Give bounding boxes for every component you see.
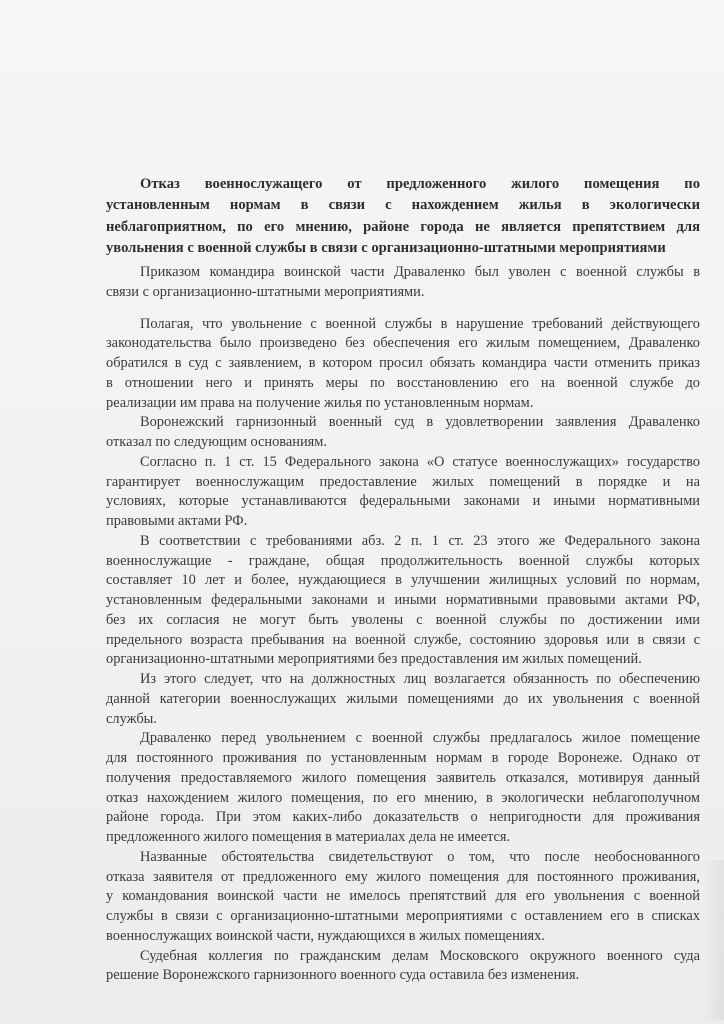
text-line: законодательства было произведено без обеспечения его жилым помещением, Драваленко [106, 335, 700, 352]
paragraph [106, 729, 700, 848]
text-line: военнослужащие - граждане, общая продолжительность военной службы которых [106, 552, 700, 569]
text-line: условиях, которые устанавливаются федеральными законами и иными нормативными [106, 493, 700, 510]
text-line: получения предоставляемого жилого помещения заявитель отказался, мотивируя данный [106, 769, 700, 786]
text-line: Приказом командира воинской части Драваленко был уволен с военной службы в [140, 264, 700, 280]
text-line: Судебная коллегия по гражданским делам Московского окружного военного суда [140, 947, 700, 964]
text-line: организационно-штатными мероприятиями без предоставления им жилых помещений. [106, 651, 642, 668]
paragraph [106, 532, 700, 670]
text-line: у командования воинской части не имелось препятствий для его увольнения с военной [106, 888, 700, 905]
text-line: Названные обстоятельства свидетельствуют о том, что после необоснованного [140, 848, 700, 865]
paragraph [106, 315, 700, 414]
text-line: составляет 10 лет и более, нуждающиеся в улучшении жилищных условий по нормам, [106, 572, 700, 589]
paragraph [106, 848, 700, 947]
text-line: военнослужащих воинской части, нуждающихся в жилых помещениях. [106, 927, 545, 944]
text-line: для постоянного проживания по установленным нормам в городе Воронеже. Однако от [106, 750, 700, 766]
text-line: гарантирует военнослужащим предоставление жилых помещений в порядке и на [106, 473, 700, 490]
text-line: установленным нормам в связи с нахождением жилья в экологически [106, 197, 700, 214]
text-line: районе города. При этом каких-либо доказательств о непригодности для проживания [106, 809, 700, 826]
text-line: установленным федеральными законами и иными нормативными правовыми актами РФ, [106, 592, 700, 608]
text-line: отказа заявителя от предложенного ему жилого помещения для постоянного проживания, [106, 868, 700, 885]
text-line: Согласно п. 1 ст. 15 Федерального закона «О статусе военнослужащих» государство [140, 453, 700, 470]
paragraph [106, 263, 700, 303]
text-line: правовыми актами РФ. [106, 513, 248, 529]
text-line: Воронежский гарнизонный военный суд в удовлетворении заявления Драваленко [140, 414, 700, 431]
text-line: В соответствии с требованиями абз. 2 п. 1 ст. 23 этого же Федерального закона [140, 532, 700, 549]
text-line: отказ нахождением жилого помещения, по его мнению, в экологически неблагополучном [106, 789, 700, 806]
text-line: без их согласия не могут быть уволены с военной службы по достижении ими [106, 611, 700, 628]
scan-shadow [704, 860, 724, 1020]
text-line: предложенного жилого помещения в материалах дела не имеется. [106, 829, 511, 845]
text-line: связи с организационно-штатными мероприятиями. [106, 283, 425, 300]
text-line: отказал по следующим основаниям. [106, 434, 328, 450]
paragraph [106, 947, 700, 987]
text-line: Отказ военнослужащего от предложенного жилого помещения по [140, 176, 700, 192]
text-line: предельного возраста пребывания на военной службе, состоянию здоровья или в связи с [106, 631, 700, 648]
paragraph [106, 453, 700, 532]
text-line: неблагоприятном, по его мнению, районе города не является препятствием для [106, 218, 700, 235]
text-line: в отношении него и принять меры по восстановлению его на военной службе до [106, 374, 700, 391]
text-line: Драваленко перед увольнением с военной службы предлагалось жилое помещение [140, 730, 700, 747]
document-title [106, 174, 700, 259]
text-line: службы в связи с организационно-штатными мероприятиями с оставлением его в списках [106, 908, 700, 924]
text-line: решение Воронежского гарнизонного военного суда оставила без изменения. [106, 967, 580, 984]
paragraph [106, 413, 700, 453]
text-line: обратился в суд с заявлением, в котором просил обязать командира части отменить приказ [106, 355, 700, 371]
text-line: увольнения с военной службы в связи с организационно-штатными мероприятиями [106, 239, 666, 256]
text-line: службы. [106, 710, 157, 727]
paragraph [106, 670, 700, 729]
text-line: реализации им права на получение жилья по установленным нормам. [106, 394, 534, 411]
text-line: Полагая, что увольнение с военной службы в нарушение требований действующего [140, 315, 700, 332]
text-line: Из этого следует, что на должностных лиц возлагается обязанность по обеспечению [140, 671, 700, 687]
document-body [106, 263, 700, 986]
text-line: данной категории военнослужащих жилыми помещениями до их увольнения с военной [106, 690, 700, 707]
